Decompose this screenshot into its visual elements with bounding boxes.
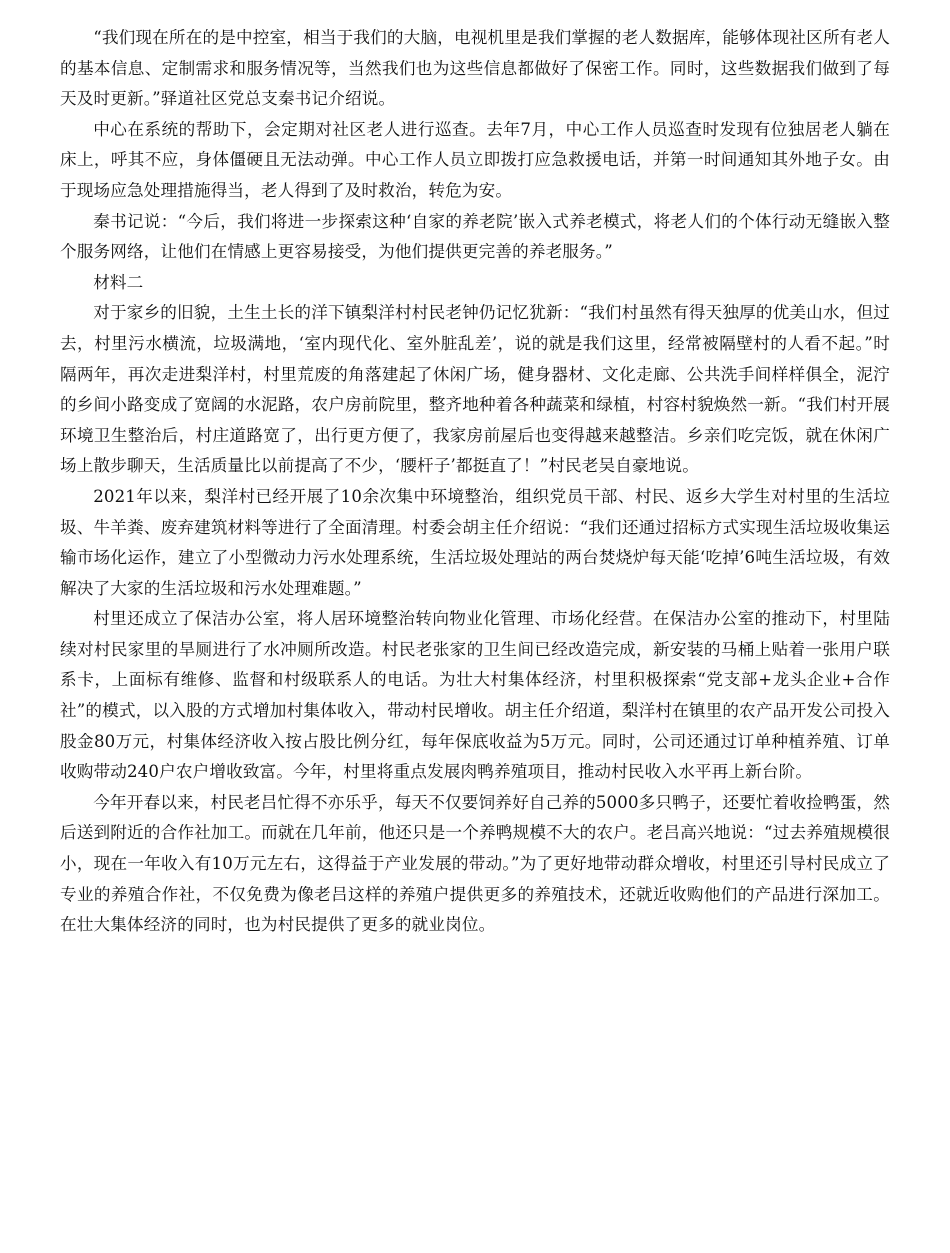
paragraph-secretary-plan: 秦书记说：“今后，我们将进一步探索这种‘自家的养老院’嵌入式养老模式，将老人们的个体行动无缝嵌入整个服务网络，让他们在情感上更容易接受，为他们提供更完善的养老服务。” [60,211,890,262]
section-heading-material-two: 材料二 [93,272,144,292]
paragraph-village-old-look: 对于家乡的旧貌，土生土长的洋下镇梨洋村村民老钟仍记忆犹新：“我们村虽然有得天独厚的优美山水，但过去，村里污水横流，垃圾满地，‘室内现代化、室外脏乱差’，说的就是我们这里，经常被隔壁村的人看不起。”时隔两年，再次走进梨洋村，村里荒废的角落建起了休闲广场，健身器材、文化走廊、公共洗手间样样俱全，泥泞的乡间小路变成了宽阔的水泥路，农户房前院里，整齐地种着各种蔬菜和绿植，村容村貌焕然一新。“我们村开展环境卫生整治后，村庄道路宽了，出行更方便了，我家房前屋后也变得越来越整洁。乡亲们吃完饭，就在休闲广场上散步聊天，生活质量比以前提高了不少，‘腰杆子’都挺直了！”村民老吴自豪地说。 [60,303,890,476]
paragraph-patrol-rescue: 中心在系统的帮助下，会定期对社区老人进行巡查。去年7月，中心工作人员巡查时发现有位独居老人躺在床上，呼其不应，身体僵硬且无法动弹。中心工作人员立即拨打应急救援电话，并第一时间通知其外地子女。由于现场应急处理措施得当，老人得到了及时救治，转危为安。 [60,119,890,200]
paragraph-duck-farming: 今年开春以来，村民老吕忙得不亦乐乎，每天不仅要饲养好自己养的5000多只鸭子，还要忙着收捡鸭蛋，然后送到附近的合作社加工。而就在几年前，他还只是一个养鸭规模不大的农户。老吕高兴地说：“过去养殖规模很小，现在一年收入有10万元左右，这得益于产业发展的带动。”为了更好地带动群众增收，村里还引导村民成立了专业的养殖合作社，不仅免费为像老吕这样的养殖户提供更多的养殖技术，还就近收购他们的产品进行深加工。在壮大集体经济的同时，也为村民提供了更多的就业岗位。 [60,792,890,935]
paragraph-cleaning-office: 村里还成立了保洁办公室，将人居环境整治转向物业化管理、市场化经营。在保洁办公室的推动下，村里陆续对村民家里的旱厕进行了水冲厕所改造。村民老张家的卫生间已经改造完成，新安装的马桶上贴着一张用户联系卡，上面标有维修、监督和村级联系人的电话。为壮大村集体经济，村里积极探索“党支部+龙头企业+合作社”的模式，以入股的方式增加村集体收入，带动村民增收。胡主任介绍道，梨洋村在镇里的农产品开发公司投入股金80万元，村集体经济收入按占股比例分红，每年保底收益为5万元。同时，公司还通过订单种植养殖、订单收购带动240户农户增收致富。今年，村里将重点发展肉鸭养殖项目，推动村民收入水平再上新台阶。 [60,609,890,782]
paragraph-control-room-quote: “我们现在所在的是中控室，相当于我们的大脑，电视机里是我们掌握的老人数据库，能够体现社区所有老人的基本信息、定制需求和服务情况等，当然我们也为这些信息都做好了保密工作。同时，这些数据我们做到了每天及时更新。”驿道社区党总支秦书记介绍说。 [60,28,890,109]
paragraph-environment-cleanup: 2021年以来，梨洋村已经开展了10余次集中环境整治，组织党员干部、村民、返乡大学生对村里的生活垃圾、牛羊粪、废弃建筑材料等进行了全面清理。村委会胡主任介绍说：“我们还通过招标方式实现生活垃圾收集运输市场化运作，建立了小型微动力污水处理系统，生活垃圾处理站的两台焚烧炉每天能‘吃掉’6吨生活垃圾，有效解决了大家的生活垃圾和污水处理难题。” [60,486,890,598]
